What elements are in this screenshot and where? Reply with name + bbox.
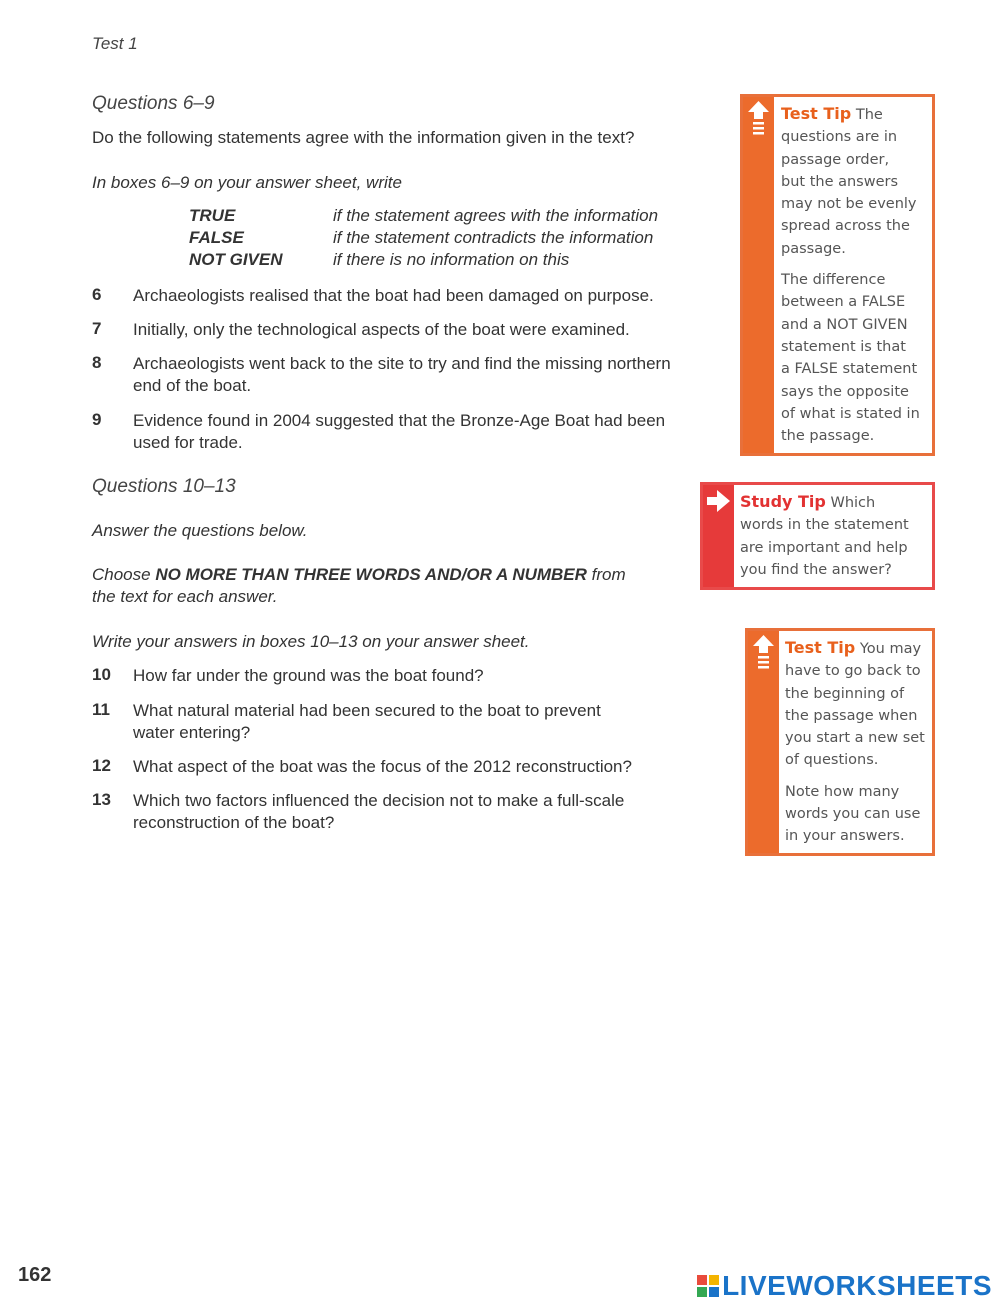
question-text	[133, 353, 671, 397]
legend-key: NOT GIVEN	[189, 250, 283, 269]
tip-line: words you can use	[785, 806, 921, 823]
question-text-line: used for trade.	[133, 433, 243, 452]
question-text	[133, 700, 601, 744]
tip-line: questions are in	[781, 129, 898, 146]
section-subinstruction: In boxes 6–9 on your answer sheet, write	[92, 173, 402, 192]
question-number: 12	[92, 756, 111, 775]
legend-meaning: if the statement agrees with the information	[333, 206, 659, 225]
choose-post: from	[586, 565, 626, 584]
word-limit: NO MORE THAN THREE WORDS AND/OR A NUMBER	[155, 565, 587, 584]
tip-line: statement is that	[781, 338, 906, 355]
tip-label: Study Tip	[740, 492, 826, 511]
tip-line: Note how many	[785, 783, 900, 800]
liveworksheets-logo[interactable]	[697, 1271, 992, 1301]
tip-line: in your answers.	[785, 828, 905, 845]
legend-key: TRUE	[189, 206, 236, 225]
up-arrow-icon	[743, 97, 774, 143]
tip-line: The	[851, 107, 883, 123]
question-number: 10	[92, 665, 111, 684]
tip-line: but the answers	[781, 173, 899, 190]
tip-line: words in the statement	[740, 517, 909, 534]
question-number: 7	[92, 319, 102, 338]
legend-meaning: if the statement contradicts the information	[333, 228, 654, 247]
tip-line: the passage when	[785, 707, 918, 724]
question-text-line: Archaeologists went back to the site to try and find the missing northern	[133, 354, 671, 373]
legend-key: FALSE	[189, 228, 244, 247]
question-text-line: Evidence found in 2004 suggested that the Bronze-Age Boat had been	[133, 411, 666, 430]
question-text-line: Which two factors influenced the decision not to make a full-scale	[133, 791, 625, 810]
choose-line: the text for each answer.	[92, 587, 278, 606]
tip-line: may not be evenly	[781, 196, 917, 213]
test-tip-box	[745, 628, 935, 856]
tip-line: passage.	[781, 240, 846, 257]
question-number: 13	[92, 790, 111, 809]
question-text: What aspect of the boat was the focus of the 2012 reconstruction?	[133, 757, 632, 776]
tip-line: and a NOT GIVEN	[781, 316, 908, 333]
question-text	[133, 790, 624, 834]
brand-text: LIVEWORKSHEETS	[722, 1270, 992, 1301]
tip-label: Test Tip	[781, 104, 852, 123]
question-text	[133, 410, 665, 454]
tip-side-bar	[703, 485, 734, 587]
write-instruction: Write your answers in boxes 10–13 on your answer sheet.	[92, 632, 530, 651]
tip-side-bar	[748, 631, 779, 853]
tip-line: have to go back to	[785, 663, 921, 680]
section-heading-6-9: Questions 6–9	[92, 93, 215, 114]
question-text: Initially, only the technological aspects of the boat were examined.	[133, 320, 630, 339]
question-text-line: reconstruction of the boat?	[133, 813, 335, 832]
question-number: 9	[92, 410, 102, 429]
section-instruction: Answer the questions below.	[92, 521, 308, 540]
tip-text	[785, 637, 935, 848]
tip-line: you start a new set	[785, 730, 925, 747]
tip-text	[781, 103, 933, 447]
tip-line: you find the answer?	[740, 561, 892, 578]
question-number: 6	[92, 285, 102, 304]
section-instruction: Do the following statements agree with the information given in the text?	[92, 128, 635, 147]
question-text-line: water entering?	[133, 723, 251, 742]
choose-line	[92, 564, 626, 586]
running-head: Test 1	[92, 34, 138, 53]
tip-line: passage order,	[781, 151, 890, 168]
tip-line: a FALSE statement	[781, 361, 918, 378]
question-text-line: What natural material had been secured to the boat to prevent	[133, 701, 601, 720]
liveworksheets-logo-icon	[697, 1275, 719, 1297]
choose-instruction	[92, 564, 626, 608]
up-arrow-icon	[748, 631, 779, 677]
tip-line: spread across the	[781, 218, 910, 235]
question-text: How far under the ground was the boat found?	[133, 666, 484, 685]
tip-line: the beginning of	[785, 685, 905, 702]
tip-line: The difference	[781, 272, 886, 289]
tip-line: the passage.	[781, 428, 875, 445]
question-number: 11	[92, 700, 110, 719]
test-tip-box	[740, 94, 935, 456]
tip-line: Which	[825, 495, 876, 511]
section-heading-10-13: Questions 10–13	[92, 476, 236, 497]
tip-line: are important and help	[740, 539, 908, 556]
question-text: Archaeologists realised that the boat had been damaged on purpose.	[133, 286, 654, 305]
tip-line: of questions.	[785, 752, 879, 769]
right-arrow-icon	[703, 485, 734, 517]
tip-text	[740, 491, 935, 581]
question-text-line: end of the boat.	[133, 376, 252, 395]
tip-line: You may	[855, 641, 922, 657]
tip-line: says the opposite	[781, 383, 909, 400]
legend-meaning: if there is no information on this	[333, 250, 570, 269]
tip-line: of what is stated in	[781, 405, 920, 422]
page-number: 162	[18, 1264, 52, 1286]
tip-side-bar	[743, 97, 774, 453]
question-number: 8	[92, 353, 102, 372]
tip-line: between a FALSE	[781, 294, 906, 311]
study-tip-box	[700, 482, 935, 590]
tip-label: Test Tip	[785, 638, 856, 657]
choose-pre: Choose	[92, 565, 156, 584]
